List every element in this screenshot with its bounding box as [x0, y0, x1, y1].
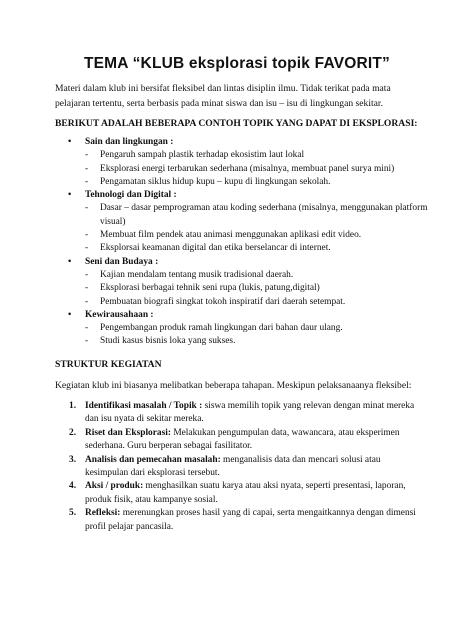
- subtopic-text: Dasar – dasar pemprograman atau koding sederhana (misalnya, menggunakan platform visual): [100, 203, 428, 227]
- step-item: [55, 400, 425, 427]
- subtopic-item: [55, 335, 435, 348]
- structure-intro: Kegiatan klub ini biasanya melibatkan beberapa tahapan. Meskipun pelaksanaanya fleksibel:: [55, 380, 412, 391]
- dash-icon: -: [85, 283, 89, 294]
- subtopic-item: [55, 282, 435, 295]
- intro-paragraph: Materi dalam klub ini bersifat fleksibel dan lintas disiplin ilmu. Tidak terikat pada mata pelajaran tertentu, serta berbasis pada minat siswa dan isu – isu di lingkungan sekitar.: [55, 83, 391, 109]
- step-title: Identifikasi masalah / Topik :: [85, 401, 203, 411]
- step-number: 1.: [69, 401, 77, 411]
- category-item: [55, 136, 435, 149]
- bullet-icon: •: [68, 190, 72, 201]
- step-item: [55, 480, 425, 507]
- category-label: Tehnologi dan Digital :: [85, 190, 177, 201]
- step-text: menganalisis data dan mencari solusi atau kesimpulan dari eksplorasi tersebut.: [85, 454, 381, 479]
- category-label: Sain dan lingkungan :: [85, 137, 174, 147]
- subtopic-text: Membuat film pendek atau animasi menggunakan aplikasi edit video.: [100, 230, 362, 241]
- subtopic-item: [55, 269, 435, 282]
- step-title: Aksi / produk:: [85, 481, 144, 492]
- subtopic-text: Eksplorsai keamanan digital dan etika berselancar di internet.: [100, 243, 331, 254]
- subtopic-text: Pengaruh sampah plastik terhadap ekosistim laut lokal: [100, 150, 305, 161]
- step-text: siswa memilih topik yang relevan dengan minat mereka dan isu nyata di sekitar mereka.: [85, 401, 415, 425]
- subtopic-item: [55, 163, 435, 176]
- subtopic-text: Eksplorasi energi terbarukan sederhana (misalnya, membuat panel surya mini): [100, 163, 395, 174]
- subtopic-item: [55, 322, 435, 335]
- subtopic-item: [55, 296, 435, 309]
- subtopic-item: [55, 149, 435, 162]
- subtopic-text: Pembuatan biografi singkat tokoh inspiratif dari daerah setempat.: [100, 296, 346, 307]
- step-title: Riset dan Eksplorasi:: [85, 427, 171, 438]
- dash-icon: -: [85, 323, 89, 334]
- category-item: [55, 189, 435, 202]
- step-item: [55, 454, 425, 481]
- subtopic-text: Kajian mendalam tentang musik tradisional daerah.: [100, 269, 294, 280]
- dash-icon: -: [85, 150, 89, 161]
- dash-icon: -: [85, 336, 89, 347]
- subtopic-text: Pengamatan siklus hidup kupu – kupu di lingkungan sekolah.: [100, 176, 331, 187]
- subtopic-item: [55, 202, 435, 229]
- category-label: Seni dan Budaya :: [85, 256, 159, 267]
- dash-icon: -: [85, 243, 89, 254]
- step-item: [55, 427, 425, 454]
- structure-heading: STRUKTUR KEGIATAN: [55, 359, 162, 370]
- dash-icon: -: [85, 203, 89, 214]
- step-number: 3.: [69, 454, 77, 465]
- topics-heading: BERIKUT ADALAH BEBERAPA CONTOH TOPIK YANG DAPAT DI EKSPLORASI:: [55, 118, 418, 129]
- dash-icon: -: [85, 269, 89, 280]
- subtopic-text: Eksplorasi berbagai tehnik seni rupa (lukis, patung,digital): [100, 283, 320, 294]
- step-title: Analisis dan pemecahan masalah:: [85, 454, 221, 465]
- step-text: Melakukan pengumpulan data, wawancara, atau eksperimen sederhana. Guru berperan sebagai fasilitator.: [85, 427, 400, 452]
- topic-list: [55, 136, 435, 349]
- subtopic-text: Studi kasus bisnis loka yang sukses.: [100, 336, 236, 347]
- category-item: [55, 256, 435, 269]
- step-item: [55, 507, 425, 534]
- subtopic-item: [55, 229, 435, 242]
- step-number: 2.: [69, 427, 77, 438]
- subtopic-text: Pengembangan produk ramah lingkungan dari bahan daur ulang.: [100, 323, 343, 334]
- step-number: 4.: [69, 481, 77, 492]
- category-item: [55, 309, 435, 322]
- steps-list: [55, 400, 425, 534]
- step-text: menghasilkan suatu karya atau aksi nyata, seperti presentasi, laporan, produk fisik, atau kampanye sosial.: [85, 481, 406, 505]
- dash-icon: -: [85, 296, 89, 307]
- dash-icon: -: [85, 230, 89, 241]
- dash-icon: -: [85, 163, 89, 174]
- bullet-icon: •: [68, 137, 72, 147]
- bullet-icon: •: [68, 309, 72, 320]
- step-text: merenungkan proses hasil yang di capai, serta mengaitkannya dengan dimensi profil pelajar pancasila.: [85, 508, 416, 532]
- bullet-icon: •: [68, 256, 72, 267]
- step-title: Refleksi:: [85, 508, 121, 519]
- dash-icon: -: [85, 176, 89, 187]
- step-number: 5.: [69, 508, 77, 519]
- subtopic-item: [55, 176, 435, 189]
- category-label: Kewirausahaan :: [85, 309, 154, 320]
- subtopic-item: [55, 242, 435, 255]
- document-title: TEMA “KLUB eksplorasi topik FAVORIT”: [83, 55, 391, 72]
